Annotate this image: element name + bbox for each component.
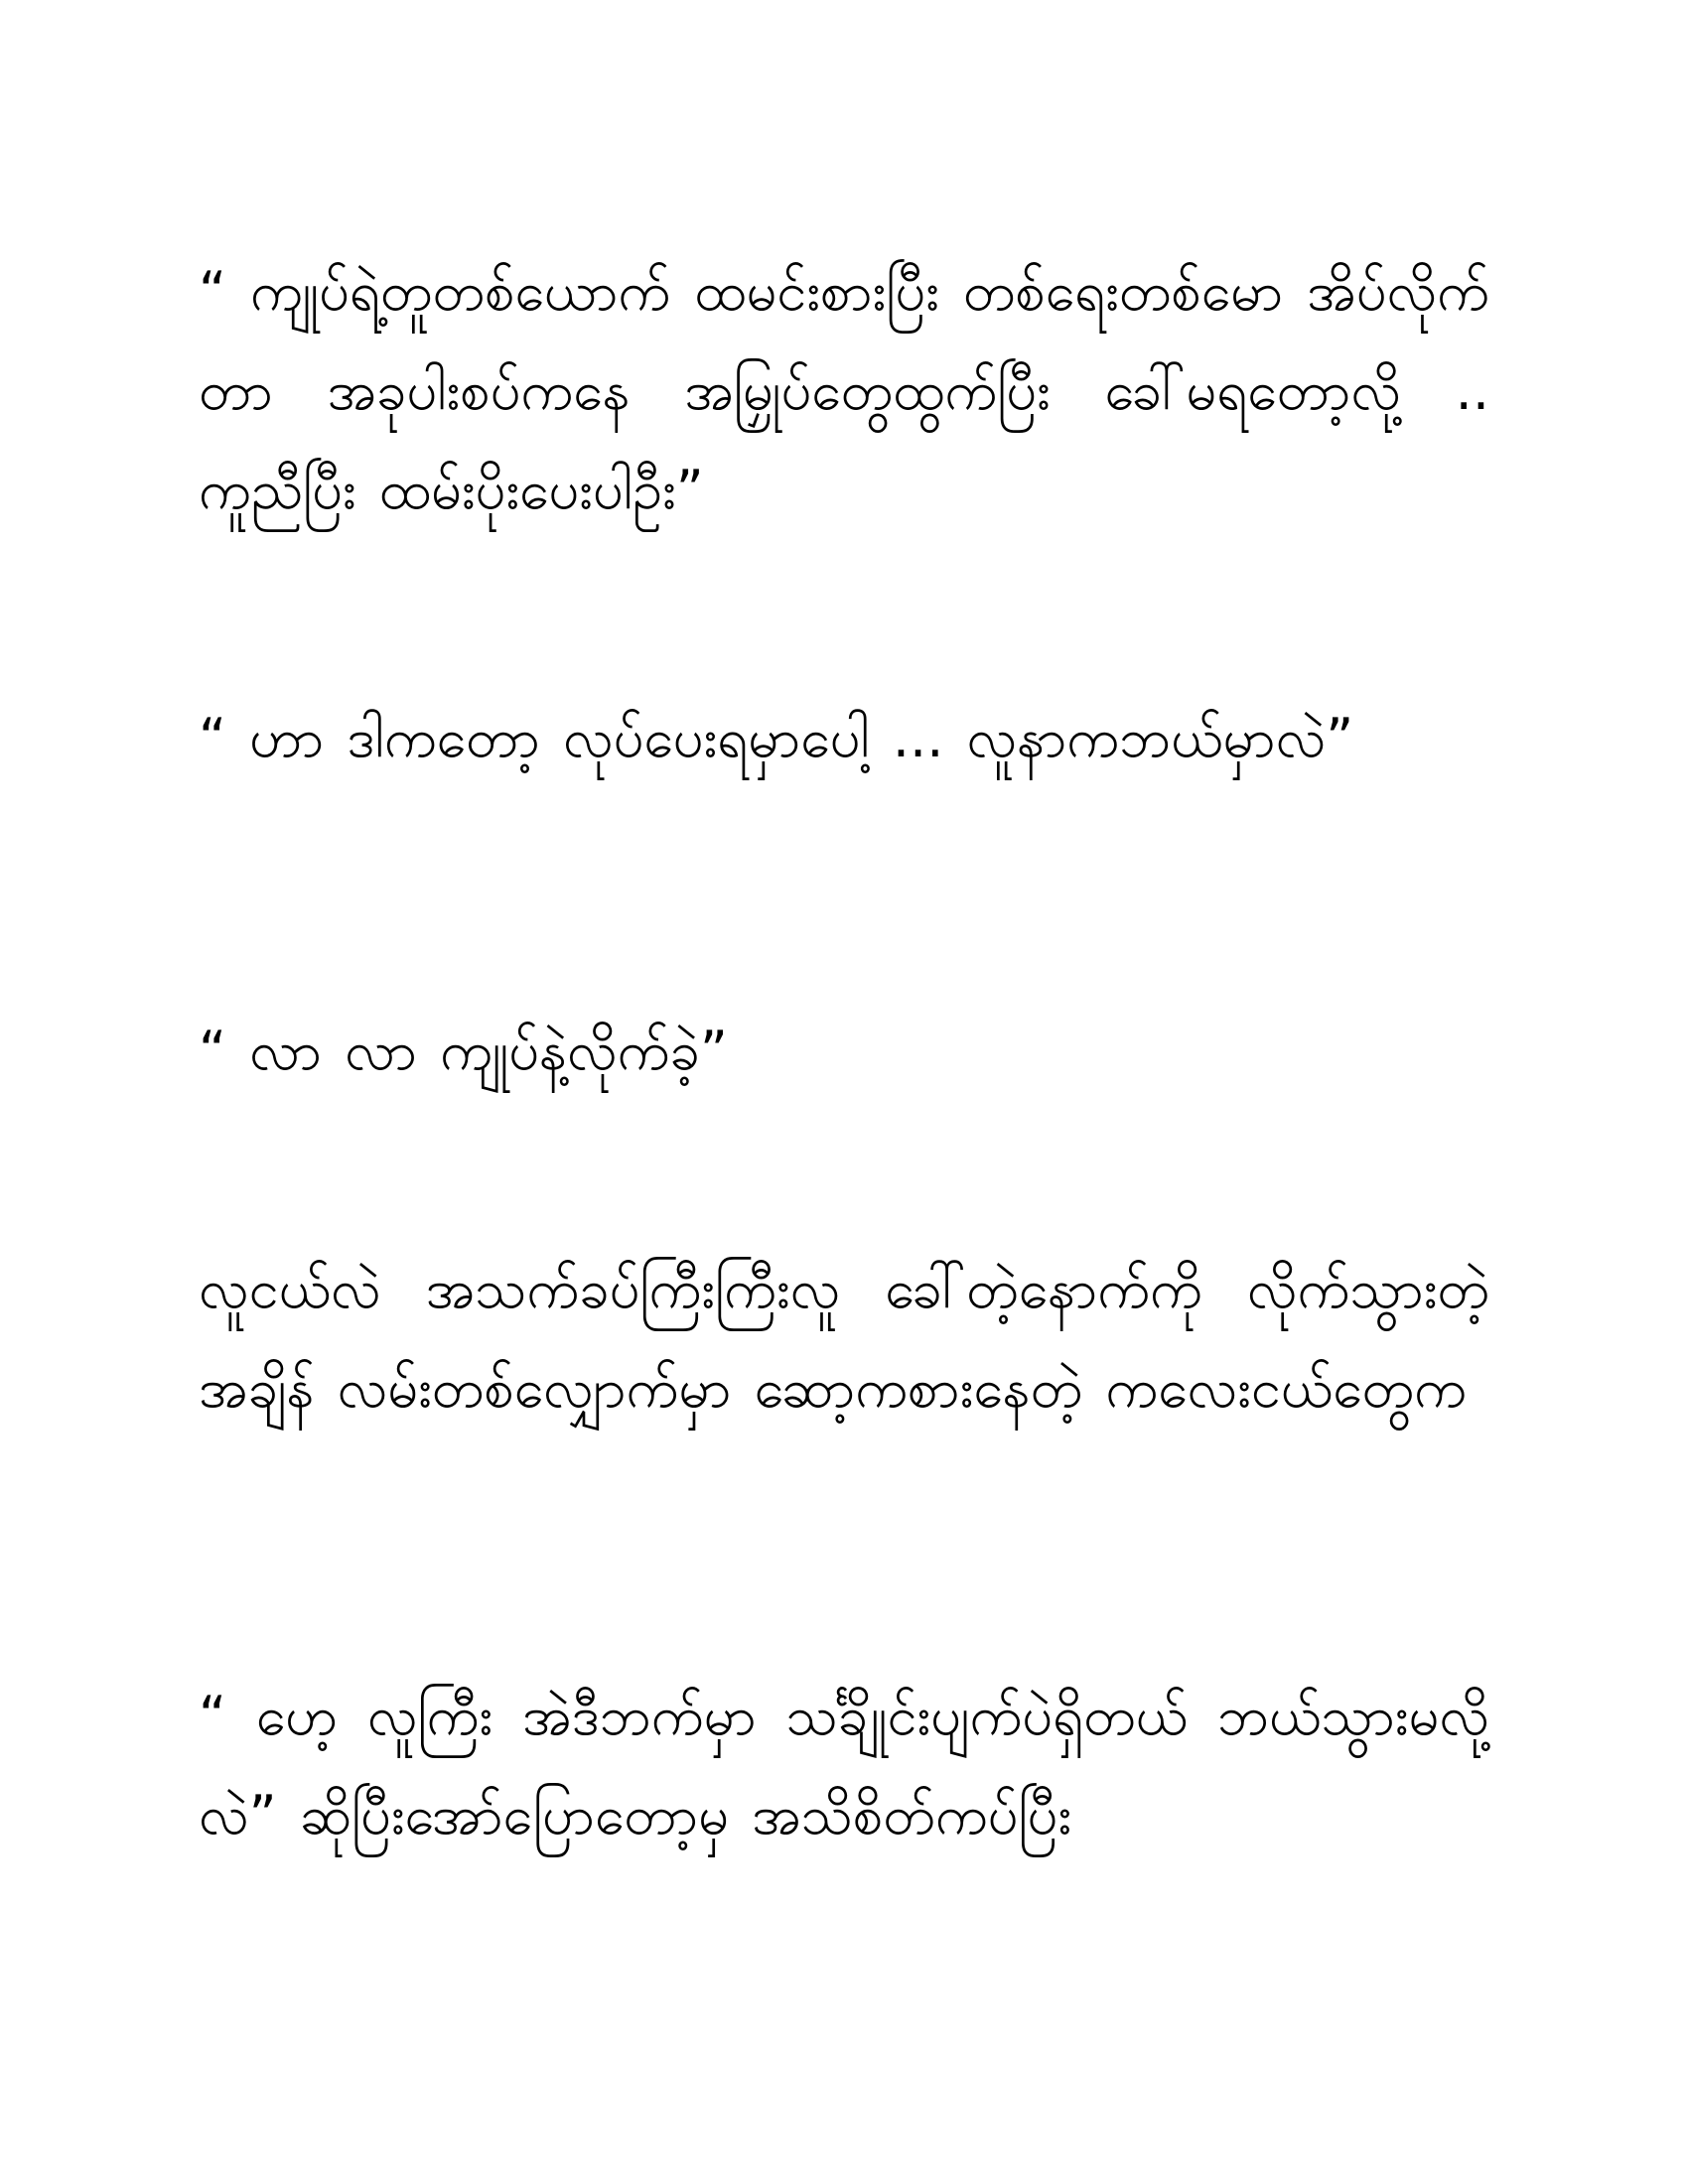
paragraph-4: လူငယ်လဲ အသက်ခပ်ကြီးကြီးလူ ခေါ်တဲ့နောက်ကို လိုက်သွားတဲ့အချိန် လမ်းတစ်လျှောက်မှာ ဆော့ကစားနေတဲ့ ကလေးငယ်တွေက xyxy=(199,1258,1489,1420)
paragraph-3: “ လာ လာ ကျုပ်နဲ့လိုက်ခဲ့” xyxy=(199,1020,728,1082)
paragraph-2: “ ဟာ ဒါကတော့ လုပ်ပေးရမှာပေါ့ ... လူနာကဘယ်မှာလဲ” xyxy=(199,707,1354,769)
paragraph-5: “ ဟေ့ လူကြီး အဲဒီဘက်မှာ သင်္ချိုင်းပျက်ပဲရှိတယ် ဘယ်သွားမလို့လဲ” ဆိုပြီးအော်ပြောတော့မှ အသိစိတ်ကပ်ပြီး xyxy=(199,1685,1489,1846)
paragraph-1: “ ကျုပ်ရဲ့တူတစ်ယောက် ထမင်းစားပြီး တစ်ရေးတစ်မော အိပ်လိုက်တာ အခုပါးစပ်ကနေ အမြှုပ်တွေထွက်ပြီး ခေါ်မရတော့လို့ .. ကူညီပြီး ထမ်းပိုးပေးပါဦး” xyxy=(199,260,1489,521)
